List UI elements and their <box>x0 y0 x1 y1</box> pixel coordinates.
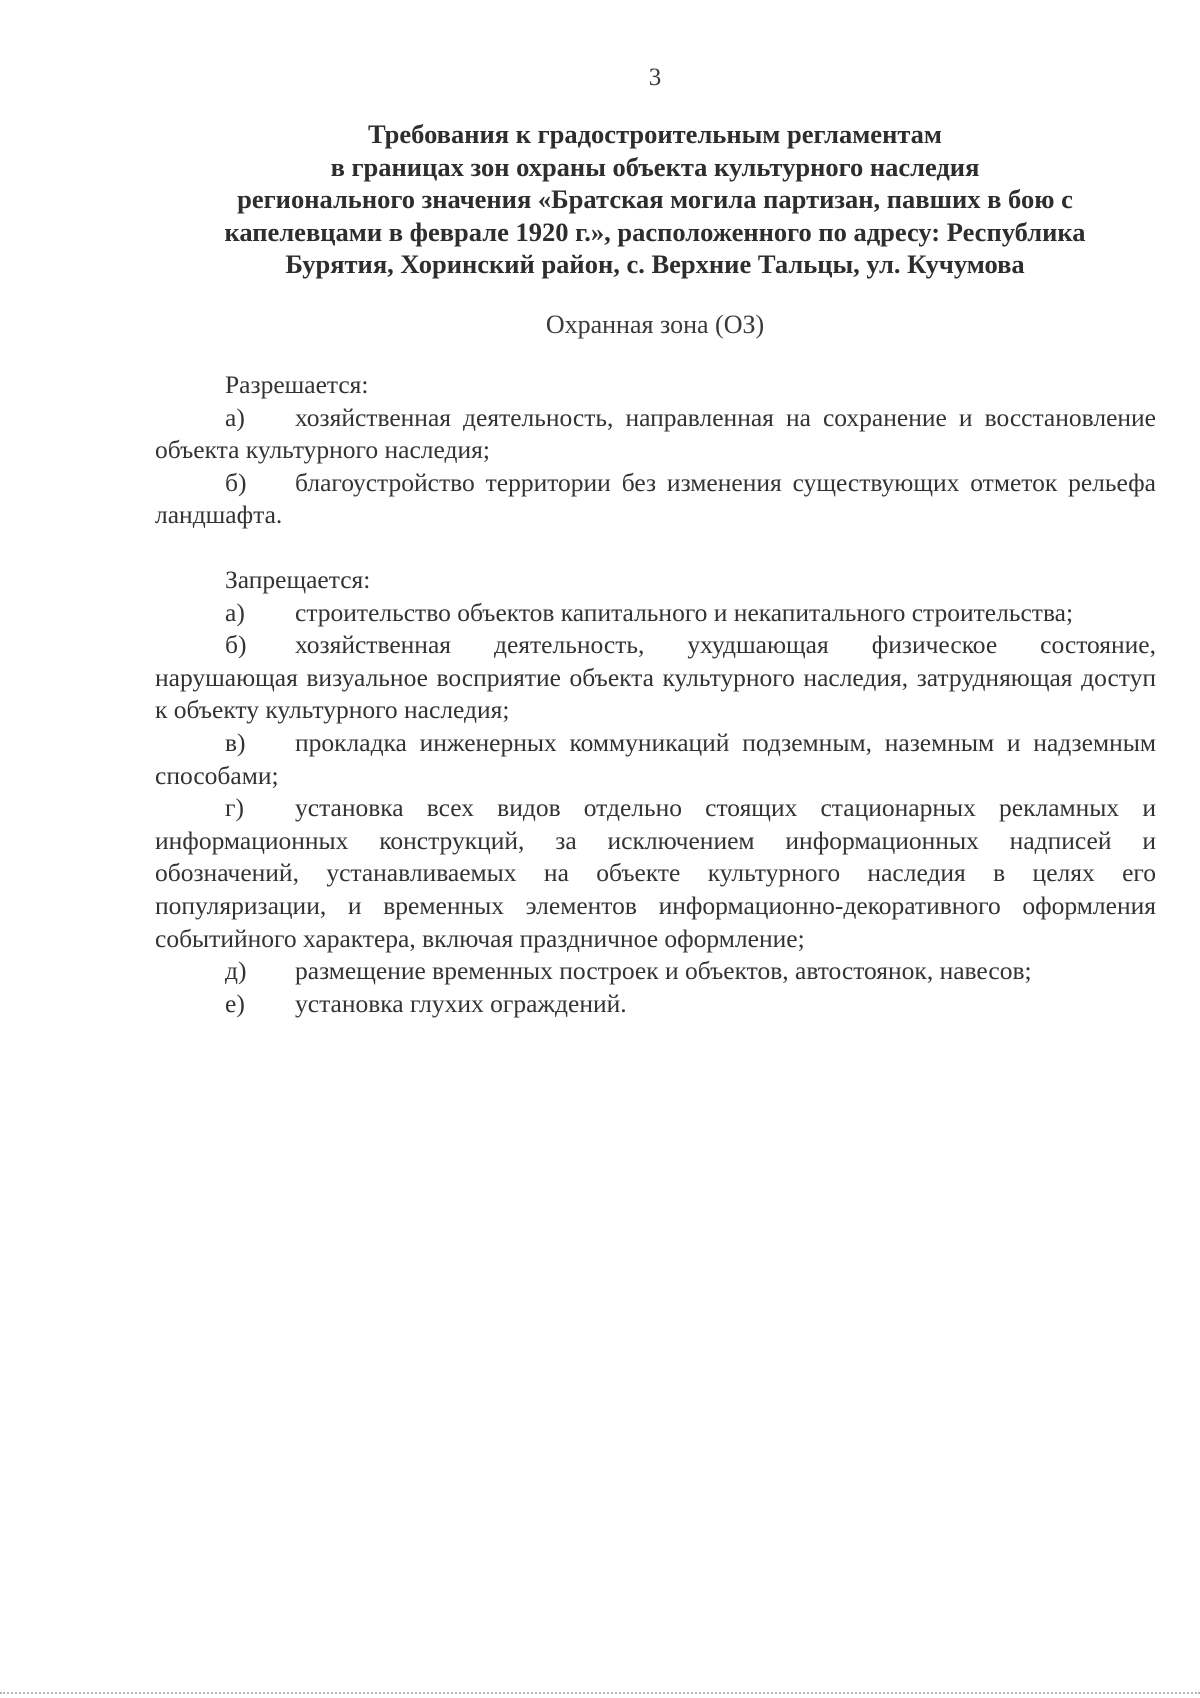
item-text: строительство объектов капитального и некапитального строительства; <box>295 597 1074 627</box>
allowed-label: Разрешается: <box>225 370 369 399</box>
page-number: 3 <box>648 64 662 91</box>
prohibited-item <box>155 629 1156 727</box>
item-text: размещение временных построек и объектов, автостоянок, навесов; <box>295 956 1032 986</box>
title-line: капелевцами в феврале 1920 г.», расположенного по адресу: Республика <box>224 216 1086 247</box>
title-line: Бурятия, Хоринский район, с. Верхние Тальцы, ул. Кучумова <box>285 249 1025 279</box>
allowed-section <box>155 369 1156 532</box>
item-text: установка глухих ограждений. <box>295 988 627 1018</box>
item-marker: б) <box>225 630 247 660</box>
item-marker: е) <box>225 988 245 1018</box>
item-text: прокладка инженерных коммуникаций подземным, наземным и надземным способами; <box>155 727 1156 790</box>
allowed-item <box>155 467 1156 532</box>
item-marker: а) <box>225 597 245 627</box>
prohibited-label: Запрещается: <box>225 565 371 594</box>
zone-heading: Охранная зона (ОЗ) <box>545 310 765 339</box>
item-text: хозяйственная деятельность, направленная на сохранение и восстановление объекта культурного наследия; <box>155 402 1156 465</box>
prohibited-item <box>155 727 1156 792</box>
item-text: установка всех видов отдельно стоящих стационарных рекламных и информационных конструкций, за исключением информационных надписей и обозначений, устанавливаемых на объекте культурного наследия в целях его популяризации, и временных элементов информационно-декоративного оформления событийного характера, включая праздничное оформление; <box>155 793 1156 953</box>
item-marker: в) <box>225 727 246 757</box>
prohibited-item <box>155 955 1156 988</box>
title-line: в границах зон охраны объекта культурного наследия <box>330 151 980 182</box>
title-line: регионального значения «Братская могила партизан, павших в бою с <box>237 184 1073 214</box>
item-marker: д) <box>225 956 247 986</box>
allowed-item <box>155 402 1156 467</box>
prohibited-section <box>155 564 1156 1020</box>
prohibited-item <box>155 597 1156 630</box>
item-marker: г) <box>225 793 244 823</box>
scan-edge-divider <box>0 1692 1200 1694</box>
item-marker: б) <box>225 467 247 497</box>
title-line: Требования к градостроительным регламентам <box>368 119 942 149</box>
item-marker: а) <box>225 402 245 432</box>
document-title <box>150 118 1160 281</box>
item-text: благоустройство территории без изменения существующих отметок рельефа ландшафта. <box>155 467 1156 530</box>
item-text: хозяйственная деятельность, ухудшающая физическое состояние, нарушающая визуальное восприятие объекта культурного наследия, затрудняющая доступ к объекту культурного наследия; <box>155 630 1156 725</box>
prohibited-item <box>155 792 1156 955</box>
prohibited-item <box>155 988 1156 1021</box>
